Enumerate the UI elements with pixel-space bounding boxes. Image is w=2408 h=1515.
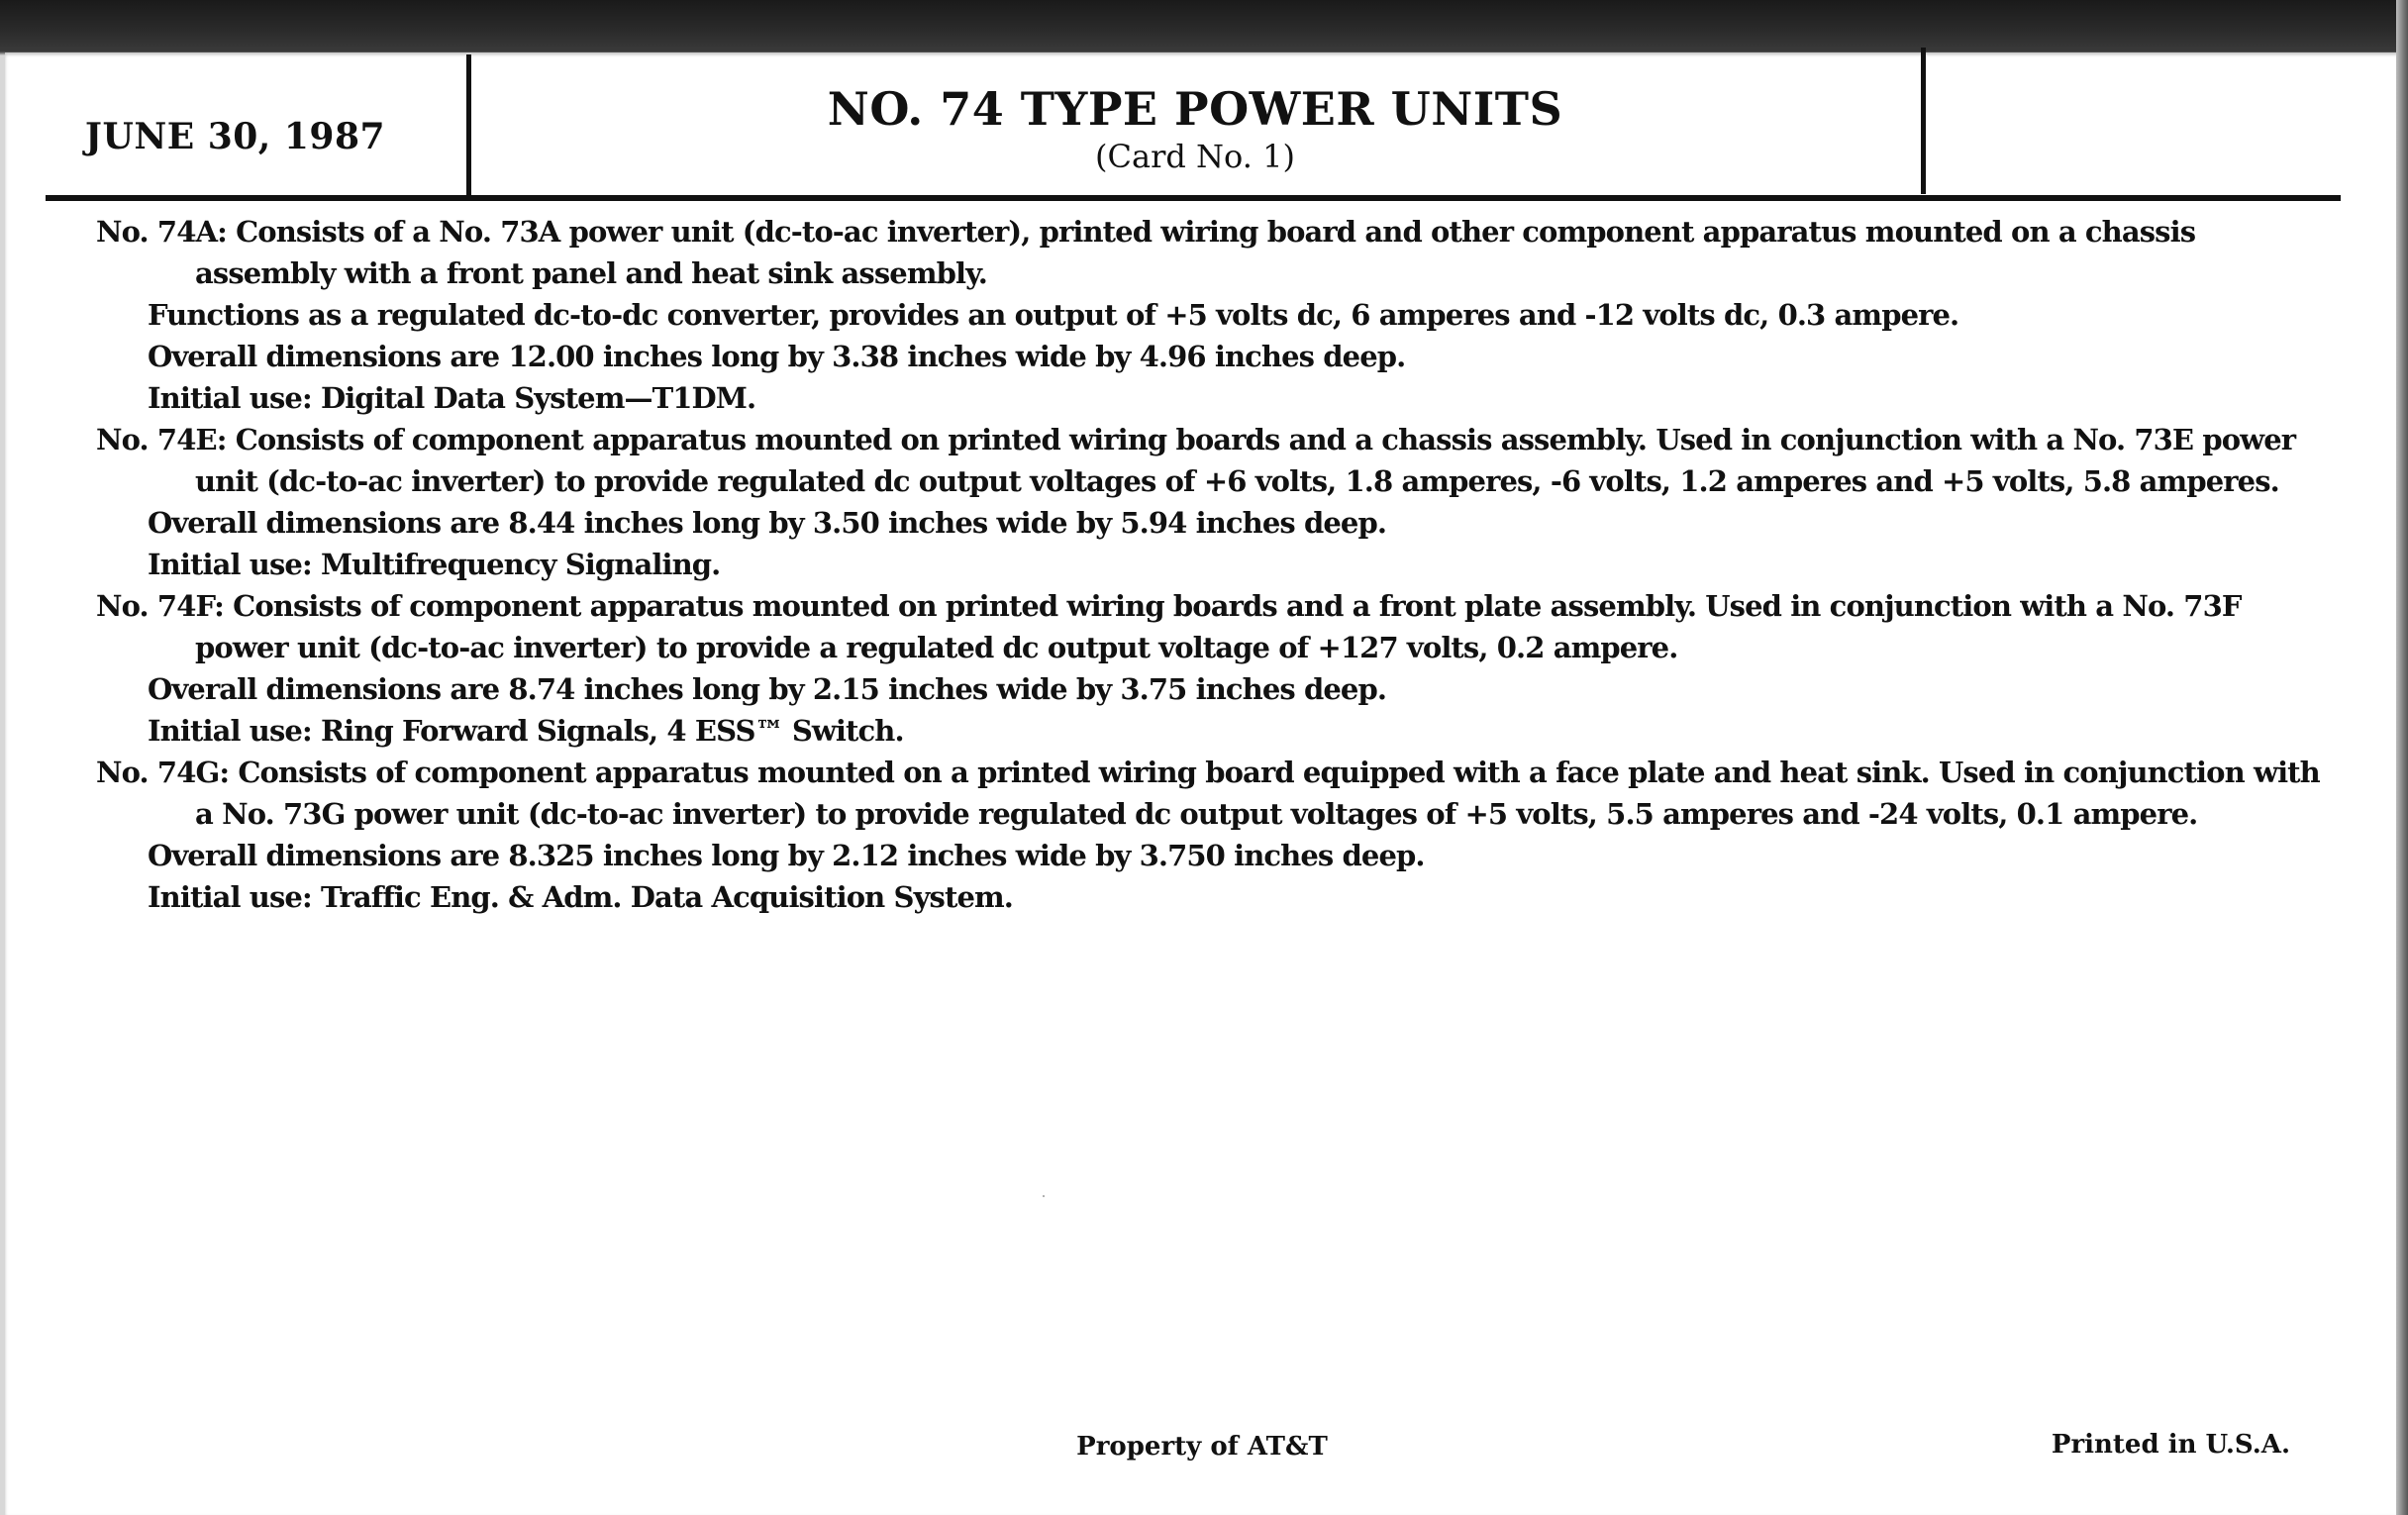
card-date: JUNE 30, 1987 (84, 116, 386, 157)
entry-description: No. 74G: Consists of component apparatus mounted on a printed wiring board equipped with a face plate and heat sink. Used in conjunction with a No. 73G power unit (dc-to-ac inverter) to provide regulated dc output voltages of +5 volts, 5.5 amperes and -24 volts, 0.1 ampere. (96, 756, 2320, 831)
entry-description: No. 74E: Consists of component apparatus mounted on printed wiring boards and a chassis assembly. Used in conjunction with a No. 73E power unit (dc-to-ac inverter) to provide regulated dc output voltages of +6 volts, 1.8 amperes, -6 volts, 1.2 amperes and +5 volts, 5.8 amperes. (96, 423, 2296, 498)
entry-dimensions: Overall dimensions are 8.325 inches long by 2.12 inches wide by 3.750 inches deep. (148, 839, 1425, 872)
entry-74a (96, 211, 2324, 419)
card-body (96, 211, 2324, 918)
entry-initial-use: Initial use: Ring Forward Signals, 4 ESS™ Switch. (148, 714, 904, 748)
entry-description: No. 74A: Consists of a No. 73A power unit (dc-to-ac inverter), printed wiring board and other component apparatus mounted on a chassis assembly with a front panel and heat sink assembly. (96, 215, 2196, 290)
header-divider-right (1921, 48, 1926, 194)
entry-dimensions: Overall dimensions are 12.00 inches long by 3.38 inches wide by 4.96 inches deep. (148, 340, 1406, 373)
footer-printed: Printed in U.S.A. (2051, 1430, 2290, 1460)
header-rule (46, 195, 2341, 201)
card-subtitle: (Card No. 1) (1095, 138, 1295, 175)
scan-edge-shadow (2396, 0, 2408, 1515)
entry-initial-use: Initial use: Multifrequency Signaling. (148, 548, 721, 581)
entry-74f (96, 585, 2324, 752)
footer-property: Property of AT&T (1076, 1432, 1328, 1462)
header-divider-left (466, 54, 471, 201)
reference-card (5, 52, 2399, 1515)
entry-initial-use: Initial use: Digital Data System—T1DM. (148, 381, 756, 415)
paper-speck (1043, 1195, 1045, 1197)
entry-dimensions: Overall dimensions are 8.74 inches long by 2.15 inches wide by 3.75 inches deep. (148, 672, 1387, 706)
entry-initial-use: Initial use: Traffic Eng. & Adm. Data Acquisition System. (148, 880, 1013, 914)
entry-74e (96, 419, 2324, 585)
entry-description: No. 74F: Consists of component apparatus mounted on printed wiring boards and a front plate assembly. Used in conjunction with a No. 73F power unit (dc-to-ac inverter) to provide a regulated dc output voltage of +127 volts, 0.2 ampere. (96, 589, 2242, 664)
entry-function: Functions as a regulated dc-to-dc converter, provides an output of +5 volts dc, 6 amperes and -12 volts dc, 0.3 ampere. (148, 298, 1959, 332)
card-title: NO. 74 TYPE POWER UNITS (827, 82, 1563, 136)
entry-dimensions: Overall dimensions are 8.44 inches long by 3.50 inches wide by 5.94 inches deep. (148, 506, 1387, 540)
entry-74g (96, 752, 2324, 918)
